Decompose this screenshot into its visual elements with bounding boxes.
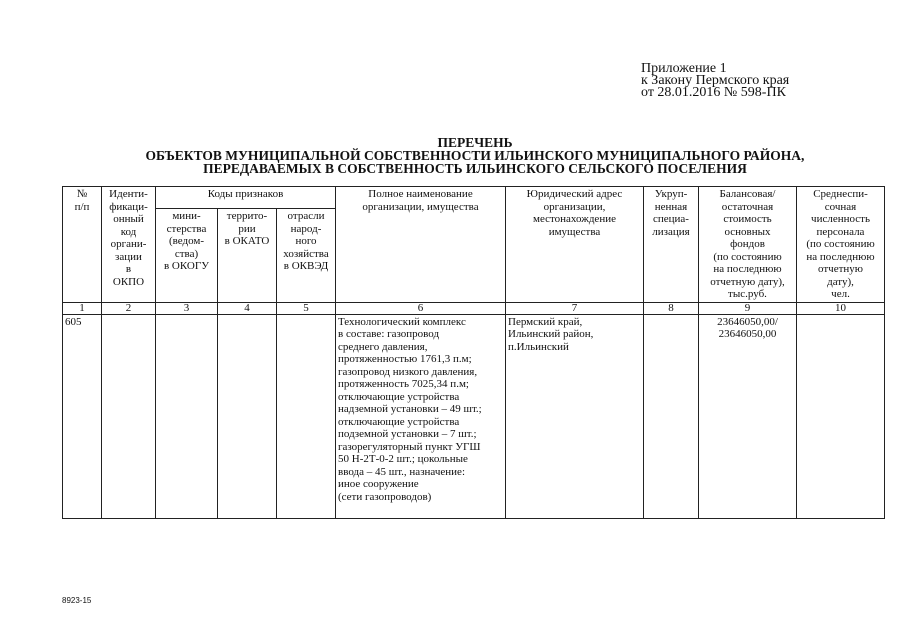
col-number: 3 <box>156 302 218 314</box>
header-address: Юридический адрес организации, местонахождение имущества <box>506 187 644 303</box>
column-number-row <box>63 302 885 314</box>
title-line2: ОБЪЕКТОВ МУНИЦИПАЛЬНОЙ СОБСТВЕННОСТИ ИЛЬИНСКОГО МУНИЦИПАЛЬНОГО РАЙОНА, <box>145 148 805 163</box>
row-staff <box>797 314 885 518</box>
header-row-1 <box>63 187 885 209</box>
appendix-line1: Приложение 1 <box>641 61 727 76</box>
col-number: 7 <box>506 302 644 314</box>
appendix-line2: к Закону Пермского края <box>641 73 790 88</box>
row-balance: 23646050,00/ 23646050,00 <box>699 314 797 518</box>
appendix-line3: от 28.01.2016 № 598-ПК <box>641 85 786 100</box>
col-number: 4 <box>218 302 277 314</box>
row-num: 605 <box>63 314 102 518</box>
header-okogu: мини- стерства (ведом- ства) в ОКОГУ <box>156 209 218 302</box>
col-number: 1 <box>63 302 102 314</box>
property-table <box>62 186 885 519</box>
row-spec <box>644 314 699 518</box>
title-line3: ПЕРЕДАВАЕМЫХ В СОБСТВЕННОСТЬ ИЛЬИНСКОГО СЕЛЬСКОГО ПОСЕЛЕНИЯ <box>203 161 747 176</box>
header-spec: Укруп- ненная специа- лизация <box>644 187 699 303</box>
row-okpo <box>102 314 156 518</box>
row-okogu <box>156 314 218 518</box>
title-line1: ПЕРЕЧЕНЬ <box>437 135 513 150</box>
row-address: Пермский край, Ильинский район, п.Ильинский <box>506 314 644 518</box>
header-staff: Среднеспи- сочная численность персонала (по состоянию на последнюю отчетную дату), чел. <box>797 187 885 303</box>
header-num: № п/п <box>63 187 102 303</box>
col-number: 10 <box>797 302 885 314</box>
appendix-header <box>641 63 789 99</box>
header-okved: отрасли народ- ного хозяйства в ОКВЭД <box>277 209 336 302</box>
col-number: 5 <box>277 302 336 314</box>
col-number: 2 <box>102 302 156 314</box>
col-number: 6 <box>336 302 506 314</box>
header-okpo: Иденти- фикаци- онный код органи- зации в ОКПО <box>102 187 156 303</box>
header-balance: Балансовая/ остаточная стоимость основных фондов (по состоянию на последнюю отчетную дату), тыс.руб. <box>699 187 797 303</box>
col-number: 9 <box>699 302 797 314</box>
row-name: Технологический комплекс в составе: газопровод среднего давления, протяженностью 1761,3 п.м; газопровод низкого давления, протяженность 7025,34 п.м; отключающие устройства надземной установки – 49 шт.; отключающие устройства подземной установки – 7 шт.; газорегуляторный пункт УГШ 50 Н-2Т-0-2 шт.; цокольные ввода – 45 шт., назначение: иное сооружение (сети газопроводов) <box>336 314 506 518</box>
page-code: 8923-15 <box>62 596 92 605</box>
header-okato: террито- рии в ОКАТО <box>218 209 277 302</box>
document-title <box>60 136 890 175</box>
row-okved <box>277 314 336 518</box>
table-row <box>63 314 885 518</box>
row-okato <box>218 314 277 518</box>
header-codes: Коды признаков <box>156 187 336 209</box>
col-number: 8 <box>644 302 699 314</box>
header-name: Полное наименование организации, имущества <box>336 187 506 303</box>
